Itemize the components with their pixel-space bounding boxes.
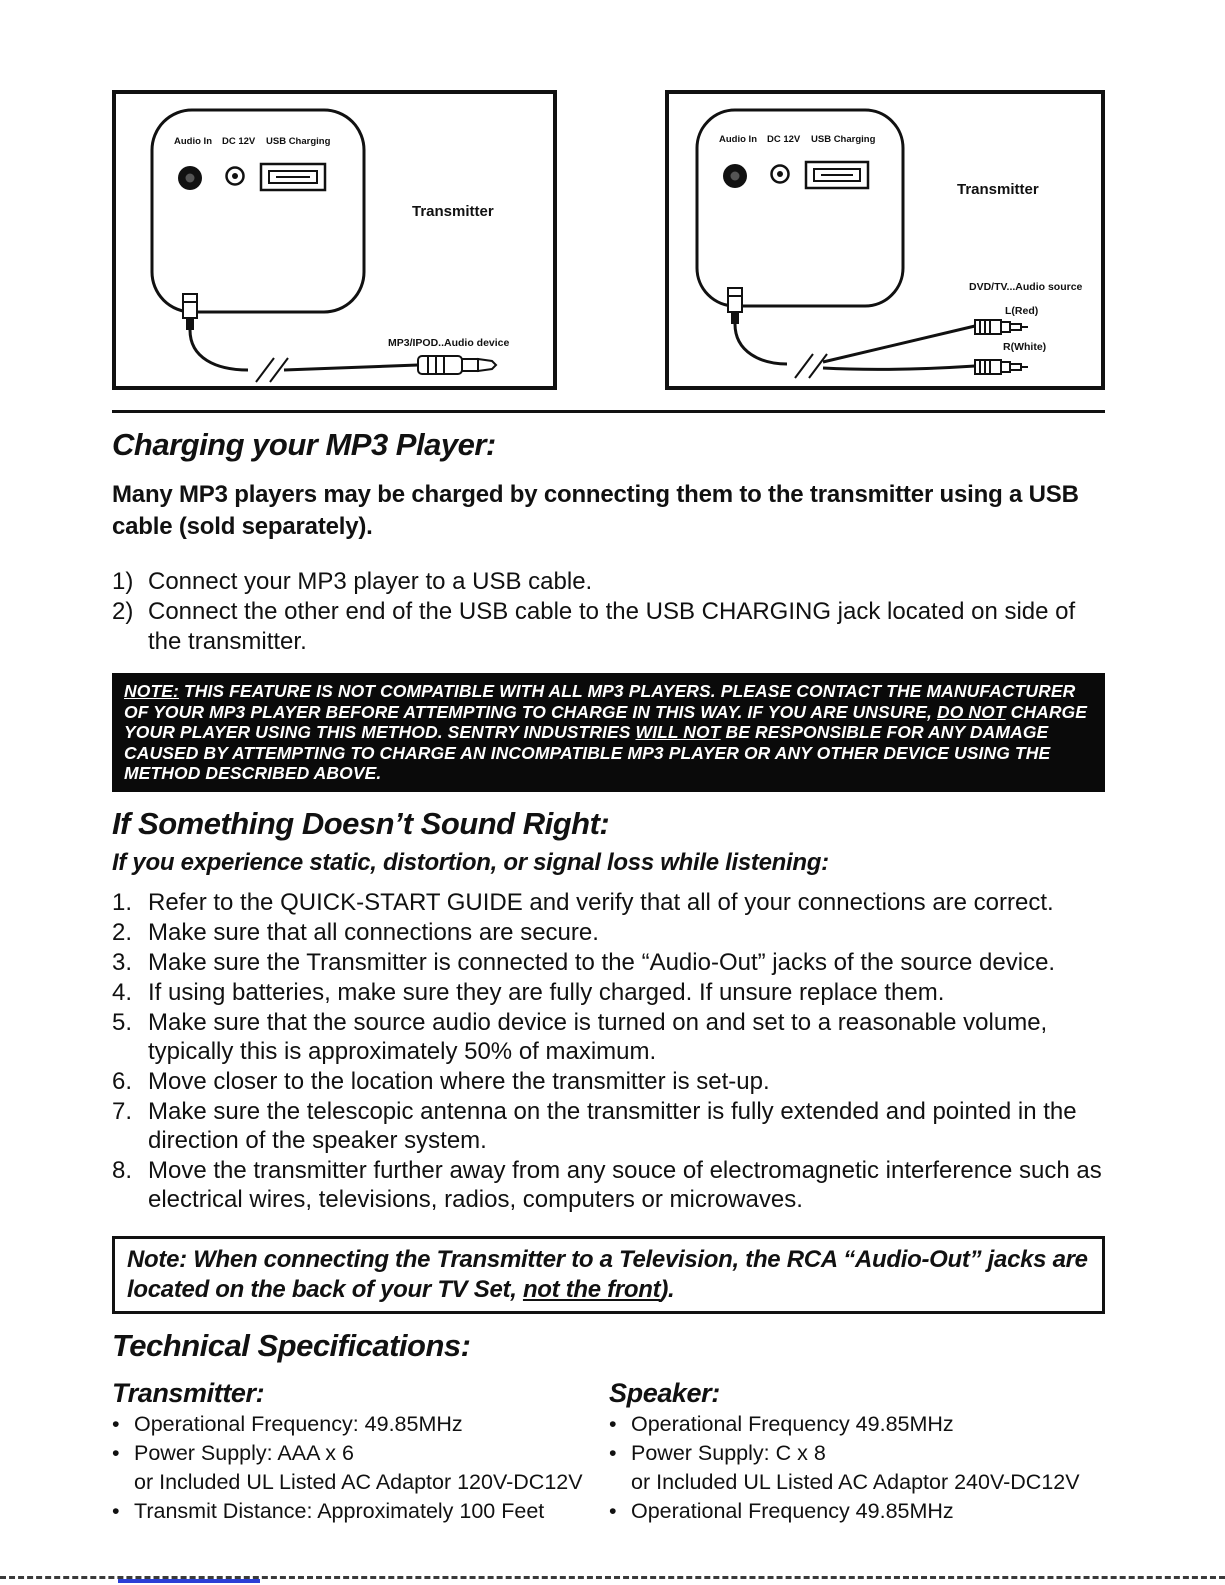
troubleshooting-item-6 xyxy=(112,1067,1105,1096)
transmitter-mp3-diagram-svg xyxy=(116,94,553,386)
troubleshooting-item-4 xyxy=(112,978,1105,1007)
specs-transmitter-column xyxy=(112,1376,609,1526)
step-number: 2) xyxy=(112,598,134,625)
troubleshooting-item-2 xyxy=(112,918,1105,947)
spec-text: or Included UL Listed AC Adaptor 120V-DC12V xyxy=(134,1469,583,1494)
audio-in-label: Audio In xyxy=(174,136,212,147)
charging-steps xyxy=(112,567,1105,657)
rca-plug-left-icon xyxy=(975,320,1028,334)
mp3-device-label: MP3/IPOD..Audio device xyxy=(388,337,510,349)
item-text: Move the transmitter further away from any souce of electromagnetic interference such as electrical wires, televisions, radios, computers or microwaves. xyxy=(148,1156,1102,1213)
charging-step-1 xyxy=(112,567,1105,597)
charging-intro: Many MP3 players may be charged by connecting them to the transmitter using a USB cable (sold separately). xyxy=(112,481,1079,540)
item-number: 8. xyxy=(112,1156,133,1184)
item-number: 3. xyxy=(112,948,133,976)
step-text: Connect the other end of the USB cable to the USB CHARGING jack located on side of the transmitter. xyxy=(148,598,1076,655)
bullet-glyph: • xyxy=(112,1498,120,1523)
section-divider xyxy=(112,410,1105,413)
transmitter-label: Transmitter xyxy=(957,181,1039,198)
transmitter-spec-2 xyxy=(112,1439,609,1468)
specs-columns xyxy=(112,1376,1105,1526)
bullet-glyph: • xyxy=(609,1498,617,1523)
dc-12v-label: DC 12V xyxy=(767,134,801,145)
audio-in-label: Audio In xyxy=(719,134,757,145)
spec-text: Transmit Distance: Approximately 100 Feet xyxy=(134,1498,545,1523)
audio-cable-2 xyxy=(284,365,418,370)
transmitter-label: Transmitter xyxy=(412,203,494,220)
item-text: Make sure the telescopic antenna on the transmitter is fully extended and pointed in the direction of the speaker system. xyxy=(148,1097,1077,1154)
dc-jack-icon xyxy=(227,168,244,185)
troubleshooting-item-8 xyxy=(112,1156,1105,1214)
scan-artifact-blue-line xyxy=(118,1579,260,1583)
item-number: 5. xyxy=(112,1008,133,1036)
item-text: Refer to the QUICK-START GUIDE and verify that all of your connections are correct. xyxy=(148,888,1054,916)
bullet-glyph xyxy=(112,1468,134,1497)
spec-text: Operational Frequency 49.85MHz xyxy=(631,1498,954,1523)
bullet-glyph: • xyxy=(609,1440,617,1465)
troubleshooting-item-3 xyxy=(112,948,1105,977)
dc-jack-icon xyxy=(772,166,789,183)
troubleshooting-list xyxy=(112,888,1105,1214)
troubleshooting-item-7 xyxy=(112,1097,1105,1155)
transmitter-spec-1 xyxy=(112,1410,609,1439)
item-text: Make sure the Transmitter is connected to the “Audio-Out” jacks of the source device. xyxy=(148,948,1056,976)
transmitter-spec-2b xyxy=(112,1468,609,1497)
audio-cable xyxy=(735,324,787,364)
spec-text: or Included UL Listed AC Adaptor 240V-DC12V xyxy=(631,1469,1080,1494)
right-channel-label: R(White) xyxy=(1003,341,1047,353)
troubleshooting-item-5 xyxy=(112,1008,1105,1066)
rca-plug-right-icon xyxy=(975,360,1028,374)
charging-heading: Charging your MP3 Player: xyxy=(112,427,496,462)
item-number: 6. xyxy=(112,1067,133,1095)
transmitter-device xyxy=(697,110,903,306)
speaker-spec-1 xyxy=(609,1410,1105,1439)
item-number: 1. xyxy=(112,888,133,916)
item-text: Make sure that all connections are secure. xyxy=(148,918,599,946)
spec-text: Operational Frequency: 49.85MHz xyxy=(134,1411,463,1436)
usb-port-icon xyxy=(261,164,325,190)
troubleshooting-heading: If Something Doesn’t Sound Right: xyxy=(112,805,610,841)
specs-speaker-column xyxy=(609,1376,1105,1526)
item-number: 4. xyxy=(112,978,133,1006)
troubleshooting-subheading: If you experience static, distortion, or signal loss while listening: xyxy=(112,848,829,876)
item-number: 7. xyxy=(112,1097,133,1125)
tv-connection-note: Note: When connecting the Transmitter to a Television, the RCA “Audio-Out” jacks are located on the back of your TV Set, not the front). xyxy=(112,1236,1105,1314)
item-text: If using batteries, make sure they are fully charged. If unsure replace them. xyxy=(148,978,945,1006)
audio-cable xyxy=(190,330,248,370)
specs-speaker-title: Speaker: xyxy=(609,1377,720,1408)
item-number: 2. xyxy=(112,918,133,946)
item-text: Move closer to the location where the transmitter is set-up. xyxy=(148,1067,770,1095)
audio-plug-icon xyxy=(728,288,742,324)
bullet-glyph xyxy=(609,1468,631,1497)
rca-cable-right xyxy=(823,366,975,369)
mini-jack-plug-icon xyxy=(418,356,496,374)
diagram-row xyxy=(112,90,1105,390)
left-channel-label: L(Red) xyxy=(1005,305,1039,317)
transmitter-spec-3 xyxy=(112,1497,609,1526)
speaker-spec-2 xyxy=(609,1439,1105,1468)
transmitter-mp3-diagram xyxy=(112,90,557,390)
bullet-glyph: • xyxy=(112,1411,120,1436)
charging-step-2 xyxy=(112,597,1105,657)
speaker-spec-2b xyxy=(609,1468,1105,1497)
spec-text: Operational Frequency 49.85MHz xyxy=(631,1411,954,1436)
dc-12v-label: DC 12V xyxy=(222,136,256,147)
audio-plug-icon xyxy=(183,294,197,330)
step-number: 1) xyxy=(112,568,134,595)
transmitter-rca-diagram-svg xyxy=(669,94,1101,386)
bullet-glyph: • xyxy=(112,1440,120,1465)
transmitter-device xyxy=(152,110,364,312)
rca-cable-left xyxy=(823,326,975,362)
audio-source-label: DVD/TV...Audio source xyxy=(969,281,1083,293)
audio-in-jack-icon xyxy=(723,164,747,188)
cable-break-marks xyxy=(795,354,827,378)
spec-text: Power Supply: AAA x 6 xyxy=(134,1440,354,1465)
cable-break-marks xyxy=(256,358,288,382)
usb-charging-label: USB Charging xyxy=(811,134,876,145)
bullet-glyph: • xyxy=(609,1411,617,1436)
step-text: Connect your MP3 player to a USB cable. xyxy=(148,568,593,595)
specs-heading: Technical Specifications: xyxy=(112,1327,471,1363)
transmitter-rca-diagram xyxy=(665,90,1105,390)
usb-port-icon xyxy=(806,162,868,188)
speaker-spec-3 xyxy=(609,1497,1105,1526)
item-text: Make sure that the source audio device is turned on and set to a reasonable volume, typically this is approximately 50% of maximum. xyxy=(148,1008,1048,1065)
usb-charging-label: USB Charging xyxy=(266,136,331,147)
troubleshooting-item-1 xyxy=(112,888,1105,917)
spec-text: Power Supply: C x 8 xyxy=(631,1440,826,1465)
specs-transmitter-title: Transmitter: xyxy=(112,1377,265,1408)
compatibility-warning-note: NOTE: THIS FEATURE IS NOT COMPATIBLE WITH ALL MP3 PLAYERS. PLEASE CONTACT THE MANUFACTURER OF YOUR MP3 PLAYER BEFORE ATTEMPTING TO CHARGE IN THIS WAY. IF YOU ARE UNSURE, DO NOT CHARGE YOUR PLAYER USING THIS METHOD. SENTRY INDUSTRIES WILL NOT BE RESPONSIBLE FOR ANY DAMAGE CAUSED BY ATTEMPTING TO CHARGE AN INCOMPATIBLE MP3 PLAYER OR ANY OTHER DEVICE USING THE METHOD DESCRIBED ABOVE. xyxy=(112,673,1105,792)
audio-in-jack-icon xyxy=(178,166,202,190)
